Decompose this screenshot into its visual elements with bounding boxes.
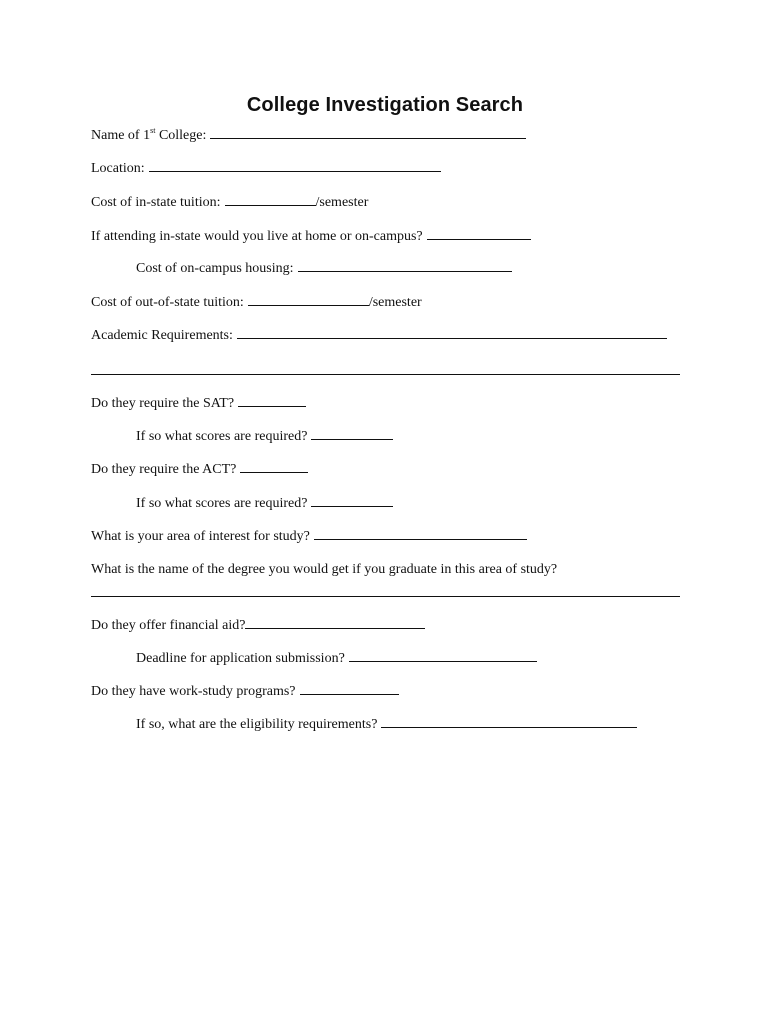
act-scores-label: If so what scores are required? — [136, 496, 308, 511]
academic-requirements-field-line2[interactable] — [91, 374, 680, 375]
location-field[interactable] — [149, 159, 441, 172]
act-scores-field[interactable] — [311, 494, 393, 507]
academic-requirements-label: Academic Requirements: — [91, 328, 233, 343]
require-act-row — [91, 460, 308, 479]
work-study-row — [91, 682, 399, 701]
sat-scores-label: If so what scores are required? — [136, 429, 308, 444]
financial-aid-row — [91, 616, 425, 635]
area-of-interest-row — [91, 527, 527, 546]
deadline-field[interactable] — [349, 649, 537, 662]
work-study-field[interactable] — [300, 682, 399, 695]
outstate-tuition-field[interactable] — [248, 293, 369, 306]
require-sat-row — [91, 394, 306, 413]
outstate-tuition-row — [91, 293, 422, 312]
instate-tuition-row — [91, 193, 368, 212]
eligibility-field[interactable] — [381, 715, 637, 728]
oncampus-housing-label: Cost of on-campus housing: — [136, 261, 294, 276]
oncampus-housing-field[interactable] — [298, 259, 512, 272]
require-sat-label: Do they require the SAT? — [91, 396, 235, 411]
area-of-interest-field[interactable] — [314, 527, 527, 540]
college-name-row — [91, 126, 526, 145]
degree-name-row — [91, 561, 557, 579]
act-scores-row — [136, 494, 393, 513]
outstate-per-semester: /semester — [368, 295, 422, 310]
academic-requirements-row — [91, 326, 667, 345]
require-act-field[interactable] — [240, 460, 308, 473]
eligibility-label: If so, what are the eligibility requirements? — [136, 717, 378, 732]
location-label: Location: — [91, 161, 145, 176]
work-study-label: Do they have work-study programs? — [91, 684, 296, 699]
college-name-label: Name of 1st College: — [91, 126, 207, 143]
live-home-campus-row — [91, 227, 531, 246]
financial-aid-field[interactable] — [245, 616, 425, 629]
degree-name-field[interactable] — [91, 596, 680, 597]
instate-per-semester: /semester — [315, 195, 369, 210]
college-name-field[interactable] — [210, 126, 526, 139]
live-home-campus-field[interactable] — [427, 227, 531, 240]
sat-scores-row — [136, 427, 393, 446]
location-row — [91, 159, 441, 178]
require-act-label: Do they require the ACT? — [91, 462, 237, 477]
outstate-tuition-label: Cost of out-of-state tuition: — [91, 295, 244, 310]
sat-scores-field[interactable] — [311, 427, 393, 440]
oncampus-housing-row — [136, 259, 512, 278]
instate-tuition-field[interactable] — [225, 193, 316, 206]
academic-requirements-field[interactable] — [237, 326, 667, 339]
live-home-campus-label: If attending in-state would you live at home or on-campus? — [91, 229, 423, 244]
form-title: College Investigation Search — [246, 94, 524, 116]
deadline-label: Deadline for application submission? — [136, 651, 345, 666]
deadline-row — [136, 649, 537, 668]
require-sat-field[interactable] — [238, 394, 306, 407]
degree-name-label: What is the name of the degree you would get if you graduate in this area of study? — [91, 562, 558, 577]
instate-tuition-label: Cost of in-state tuition: — [91, 195, 221, 210]
eligibility-row — [136, 715, 637, 734]
area-of-interest-label: What is your area of interest for study? — [91, 529, 310, 544]
financial-aid-label: Do they offer financial aid? — [91, 618, 246, 633]
